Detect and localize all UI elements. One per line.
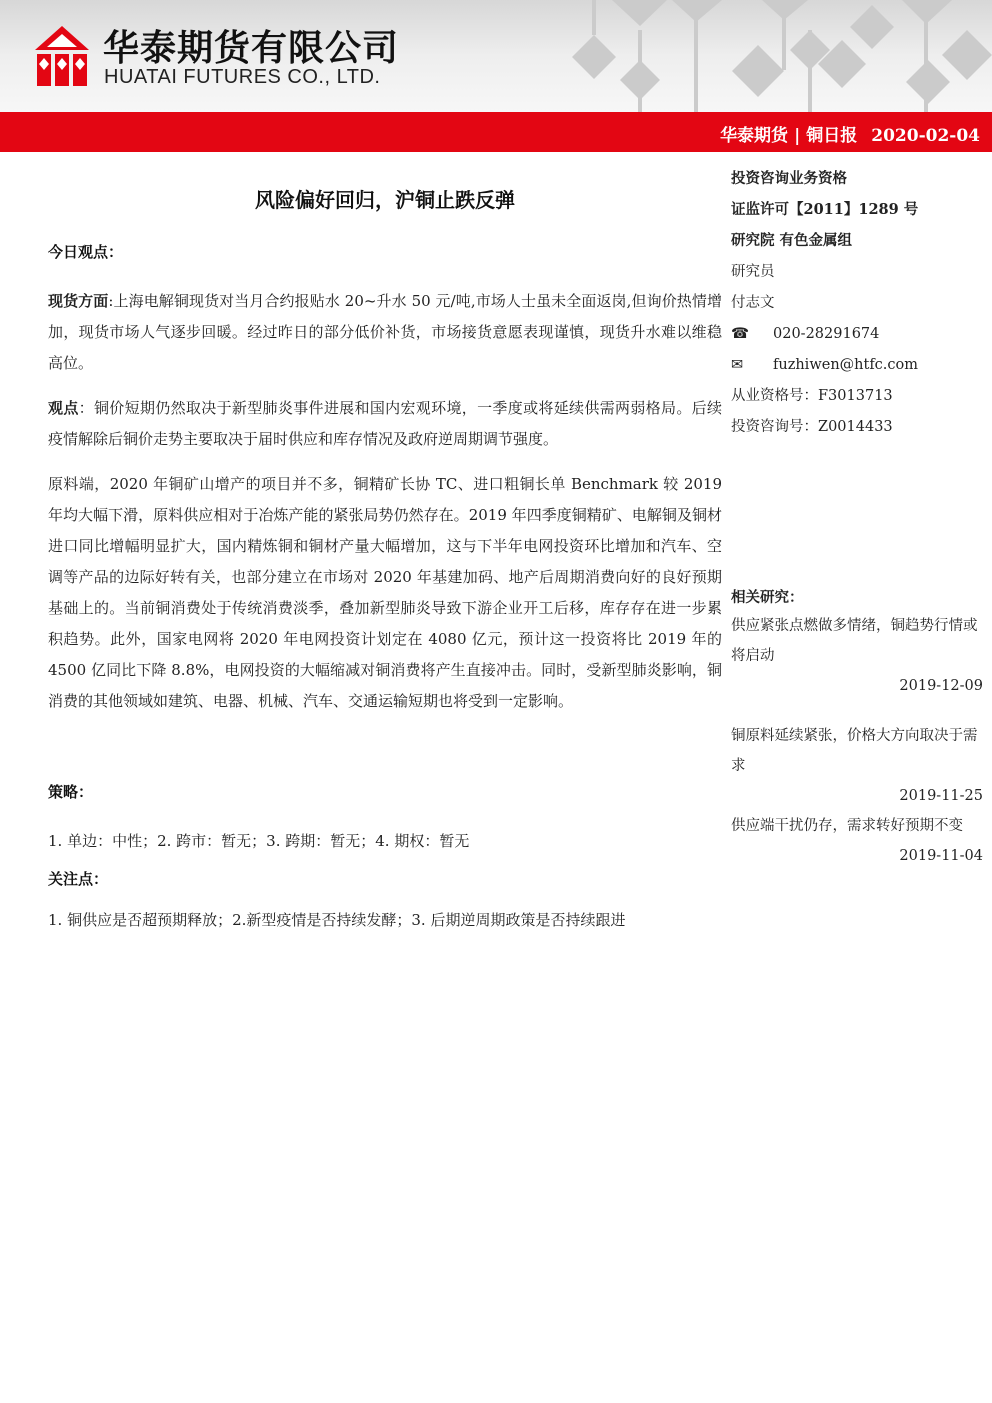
report-date: 2020-02-04: [871, 126, 980, 146]
view-label: 观点: [48, 399, 79, 417]
page-header: [0, 0, 992, 112]
brand-name-en: HUATAI FUTURES CO., LTD.: [104, 66, 381, 88]
cert-row: [731, 385, 983, 416]
header-decoration: [572, 0, 992, 112]
bar-separator: |: [794, 126, 801, 146]
email-link[interactable]: fuzhiwen@htfc.com: [773, 357, 919, 373]
related-item-title[interactable]: 铜原料延续紧张，价格大方向取决于需求: [731, 728, 978, 774]
sidebar: [731, 168, 983, 891]
view-text: ：铜价短期仍然取决于新型肺炎事件进展和国内宏观环境，一季度或将延续供需两弱格局。后续疫情解除后铜价走势主要取决于届时供应和库存情况及政府逆周期调节强度。: [48, 399, 722, 448]
report-header-text: [720, 121, 980, 146]
today-view-heading: 今日观点：: [48, 243, 124, 261]
spot-label: 现货方面: [48, 292, 109, 310]
related-item-title[interactable]: 供应紧张点燃做多情绪，铜趋势行情或将启动: [731, 618, 978, 664]
qualification-title: 投资咨询业务资格: [731, 170, 847, 187]
strategy-heading: 策略：: [48, 783, 94, 801]
raw-material-paragraph: 原料端，2020 年铜矿山增产的项目并不多，铜精矿长协 TC、进口粗铜长单 Benchmark 较 2019 年均大幅下滑，原料供应相对于冶炼产能的紧张局势仍然存在。2019 年四季度铜精矿、电解铜及铜材进口同比增幅明显扩大，国内精炼铜和铜材产量大幅增加，这与下半年电网投资环比增加和汽车、空调等产品的边际好转有关，也部分建立在市场对 2020 年基建加码、地产后周期消费向好的良好预期基础上的。当前铜消费处于传统消费淡季，叠加新型肺炎导致下游企业开工后移，库存存在进一步累积趋势。此外，国家电网将 2020 年电网投资计划定在 4080 亿元，预计这一投资将比 2019 年的 4500 亿同比下降 8.8%，电网投资的大幅缩减对铜消费将产生直接冲击。同时，受新型肺炎影响，铜消费的其他领域如建筑、电器、机械、汽车、交通运输短期也将受到一定影响。: [48, 475, 722, 710]
consult-number: Z0014433: [818, 419, 893, 435]
huatai-logo-icon: [33, 24, 91, 88]
related-item-date: 2019-12-09: [899, 678, 983, 694]
license-number: 证监许可【2011】1289 号: [731, 201, 919, 218]
analyst-name: 付志文: [731, 295, 775, 311]
related-item-date: 2019-11-04: [899, 848, 983, 864]
main-content: [48, 182, 722, 947]
brand-name-cn: 华泰期货有限公司: [103, 28, 400, 69]
bar-report-type: 铜日报: [806, 126, 858, 146]
spot-paragraph: [48, 286, 722, 379]
institute-name: 研究院 有色金属组: [731, 232, 853, 249]
related-research-heading: 相关研究：: [731, 589, 804, 606]
phone-row: [731, 323, 983, 354]
spot-text: :上海电解铜现货对当月合约报贴水 20~升水 50 元/吨,市场人士虽未全面返岗,但询价热情增加，现货市场人气逐步回暖。经过昨日的部分低价补货，市场接货意愿表现谨慎，现货升水难以维稳高位。: [48, 292, 722, 372]
strategy-text: 1. 单边：中性；2. 跨市：暂无；3. 跨期：暂无；4. 期权：暂无: [48, 832, 470, 850]
page-title: 风险偏好回归，沪铜止跌反弹: [255, 188, 515, 212]
phone-number: 020-28291674: [773, 326, 880, 342]
related-item-title[interactable]: 供应端干扰仍存，需求转好预期不变: [731, 818, 963, 834]
consult-label: 投资咨询号：: [731, 419, 818, 435]
envelope-icon: ✉: [731, 357, 744, 373]
telephone-icon: ☎: [731, 326, 750, 342]
analyst-role: 研究员: [731, 264, 775, 280]
email-row: [731, 354, 983, 385]
related-item-date: 2019-11-25: [899, 788, 983, 804]
view-paragraph: [48, 393, 722, 455]
focus-heading: 关注点：: [48, 870, 109, 888]
cert-label: 从业资格号：: [731, 388, 818, 404]
bar-company: 华泰期货: [720, 126, 789, 146]
consult-row: [731, 416, 983, 447]
focus-text: 1. 铜供应是否超预期释放；2.新型疫情是否持续发酵；3. 后期逆周期政策是否持续跟进: [48, 911, 626, 929]
cert-number: F3013713: [818, 388, 893, 404]
report-header-bar: [0, 112, 992, 152]
